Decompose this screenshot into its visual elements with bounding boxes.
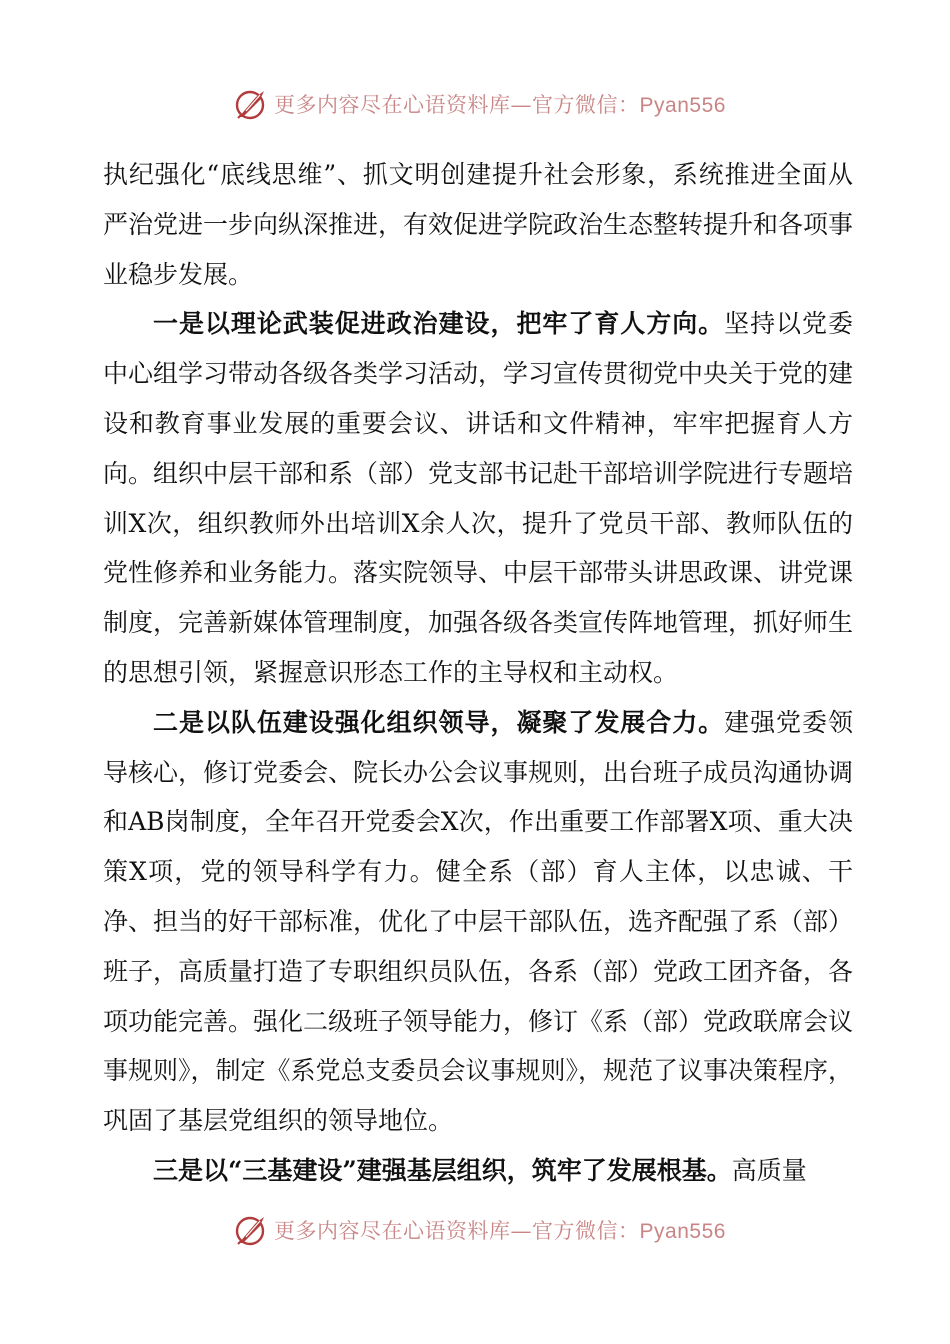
quill-logo-icon	[234, 87, 270, 121]
header-watermark	[0, 84, 950, 124]
paragraph-lead: 二是以队伍建设强化组织领导，凝聚了发展合力。	[153, 707, 725, 737]
paragraph-grassroots	[103, 1146, 853, 1196]
paragraph-continuation	[103, 150, 853, 299]
paragraph-lead: 三是以“三基建设”建强基层组织，筑牢了发展根基。	[153, 1155, 732, 1185]
watermark-handle: Pyan556	[639, 1220, 726, 1243]
paragraph-team	[103, 698, 853, 1146]
paragraph-body: 执纪强化“底线思维”、抓文明创建提升社会形象，系统推进全面从严治党进一步向纵深推进，有效促进学院政治生态整转提升和各项事业稳步发展。	[103, 160, 854, 289]
paragraph-body: 建强党委领导核心，修订党委会、院长办公会议事规则，出台班子成员沟通协调和AB岗制度，全年召开党委会X次，作出重要工作部署X项、重大决策X项，党的领导科学有力。健全系（部）育人主体，以忠诚、干净、担当的好干部标准，优化了中层干部队伍，选齐配强了系（部）班子，高质量打造了专职组织员队伍，各系（部）党政工团齐备，各项功能完善。强化二级班子领导能力，修订《系（部）党政联席会议事规则》，制定《系党总支委员会议事规则》，规范了议事决策程序，巩固了基层党组织的领导地位。	[103, 707, 854, 1136]
paragraph-theory	[103, 299, 853, 697]
paragraph-body: 高质量	[731, 1155, 807, 1185]
quill-logo-icon	[234, 1213, 270, 1247]
footer-watermark	[0, 1210, 950, 1250]
paragraph-lead: 一是以理论武装促进政治建设，把牢了育人方向。	[153, 309, 725, 339]
watermark-text: 更多内容尽在心语资料库—官方微信：Pyan556	[274, 93, 726, 117]
paragraph-body: 坚持以党委中心组学习带动各级各类学习活动，学习宣传贯彻党中央关于党的建设和教育事业发展的重要会议、讲话和文件精神，牢牢把握育人方向。组织中层干部和系（部）党支部书记赴干部培训学院进行专题培训X次，组织教师外出培训X余人次，提升了党员干部、教师队伍的党性修养和业务能力。落实院领导、中层干部带头讲思政课、讲党课制度，完善新媒体管理制度，加强各级各类宣传阵地管理，抓好师生的思想引领，紧握意识形态工作的主导权和主动权。	[103, 309, 854, 687]
document-body	[103, 150, 853, 1196]
watermark-text: 更多内容尽在心语资料库—官方微信：Pyan556	[274, 1219, 726, 1243]
watermark-handle: Pyan556	[639, 94, 726, 117]
